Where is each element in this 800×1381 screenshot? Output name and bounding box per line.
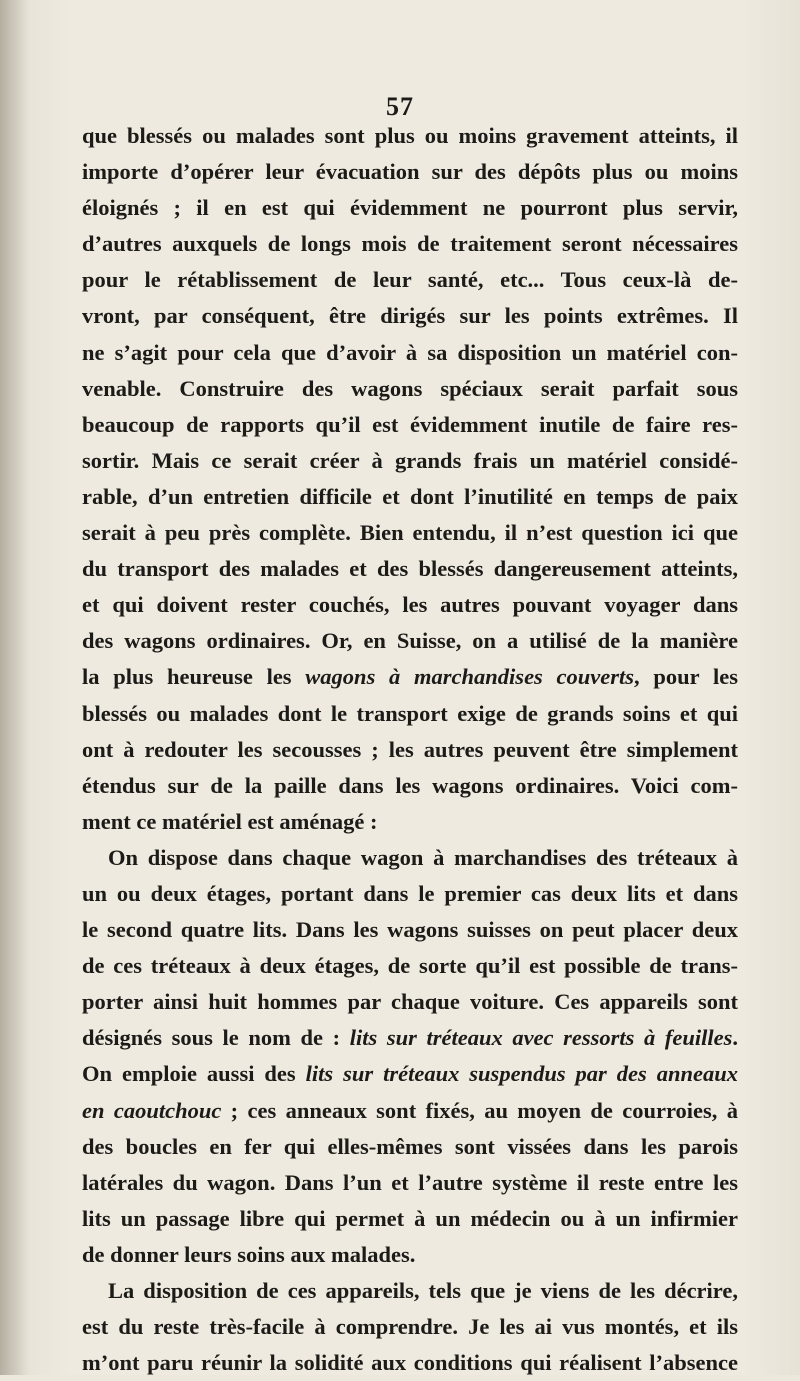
text-run: importe d’opérer leur évacuation sur des dépôts plus ou moins: [82, 159, 738, 185]
text-line: [82, 804, 738, 840]
text-line: [82, 226, 738, 262]
text-run: de ces tréteaux à deux étages, de sorte qu’il est possible de trans-: [82, 953, 738, 979]
text-line: [82, 623, 738, 659]
page-number: 57: [386, 92, 414, 121]
text-line: [82, 551, 738, 587]
text-line: [82, 1309, 738, 1345]
text-run: d’autres auxquels de longs mois de traitement seront nécessaires: [82, 231, 738, 257]
text-line: [82, 262, 738, 298]
text-run: porter ainsi huit hommes par chaque voiture. Ces appareils sont: [82, 989, 738, 1015]
text-line: [82, 840, 738, 876]
text-line: [82, 1165, 738, 1201]
text-line: [82, 407, 738, 443]
text-line: [82, 1020, 738, 1056]
text-line: [82, 1201, 738, 1237]
text-run: des boucles en fer qui elles-mêmes sont vissées dans les parois: [82, 1133, 738, 1159]
text-line: [82, 1056, 738, 1092]
text-run: éloignés ; il en est qui évidemment ne pourront plus servir,: [82, 195, 738, 221]
text-run: et qui doivent rester couchés, les autres pouvant voyager dans: [82, 592, 738, 618]
italic-phrase: wagons à marchandises couverts: [305, 664, 635, 690]
text-line: [82, 912, 738, 948]
text-line: [82, 876, 738, 912]
text-line: [82, 1237, 738, 1273]
text-line: [82, 371, 738, 407]
text-line: [82, 1273, 738, 1309]
text-line: [82, 479, 738, 515]
text-run: de donner leurs soins aux malades.: [82, 1241, 416, 1267]
text-run: ont à redouter les secousses ; les autres peuvent être simplement: [82, 736, 738, 762]
text-run: sortir. Mais ce serait créer à grands frais un matériel considé-: [82, 447, 738, 473]
text-line: [82, 118, 738, 154]
text-run: du transport des malades et des blessés dangereusement atteints,: [82, 556, 738, 582]
text-line: [82, 1345, 738, 1381]
text-line: [82, 659, 738, 695]
text-run: On emploie aussi des: [82, 1061, 306, 1087]
italic-phrase: lits sur tréteaux suspendus par des anneaux: [305, 1061, 738, 1087]
text-run: désignés sous le nom de :: [82, 1025, 350, 1051]
text-line: [82, 768, 738, 804]
text-line: [82, 948, 738, 984]
text-line: [82, 335, 738, 371]
text-run: m’ont paru réunir la solidité aux conditions qui réalisent l’absence: [82, 1350, 738, 1376]
text-line: [82, 732, 738, 768]
text-run: .: [732, 1025, 738, 1051]
text-line: [82, 984, 738, 1020]
text-run: ment ce matériel est aménagé :: [82, 808, 378, 834]
text-run: La disposition de ces appareils, tels que je viens de les décrire,: [108, 1278, 738, 1303]
text-run: pour le rétablissement de leur santé, etc... Tous ceux-là de-: [82, 267, 738, 293]
text-line: [82, 298, 738, 334]
text-run: ; ces anneaux sont fixés, au moyen de courroies, à: [221, 1097, 738, 1123]
text-run: blessés ou malades dont le transport exige de grands soins et qui: [82, 700, 738, 726]
text-line: [82, 443, 738, 479]
text-line: [82, 696, 738, 732]
text-run: vront, par conséquent, être dirigés sur les points extrêmes. Il: [82, 303, 738, 329]
text-line: [82, 190, 738, 226]
text-run: serait à peu près complète. Bien entendu, il n’est question ici que: [82, 520, 738, 546]
text-run: le second quatre lits. Dans les wagons suisses on peut placer deux: [82, 917, 738, 943]
text-run: rable, d’un entretien difficile et dont l’inutilité en temps de paix: [82, 483, 738, 509]
text-run: que blessés ou malades sont plus ou moins gravement atteints, il: [82, 123, 738, 148]
text-run: On dispose dans chaque wagon à marchandises des tréteaux à: [108, 844, 738, 870]
text-run: étendus sur de la paille dans les wagons ordinaires. Voici com-: [82, 772, 738, 798]
text-run: lits un passage libre qui permet à un médecin ou à un infirmier: [82, 1205, 738, 1231]
text-line: [82, 587, 738, 623]
italic-phrase: en caoutchouc: [82, 1097, 222, 1123]
text-run: est du reste très-facile à comprendre. Je les ai vus montés, et ils: [82, 1314, 738, 1340]
text-run: la plus heureuse les: [82, 664, 306, 690]
text-run: beaucoup de rapports qu’il est évidemment inutile de faire res-: [82, 411, 738, 437]
italic-phrase: lits sur tréteaux avec ressorts à feuilles: [349, 1025, 733, 1051]
text-run: ne s’agit pour cela que d’avoir à sa disposition un matériel con-: [82, 339, 738, 365]
text-line: [82, 1093, 738, 1129]
text-run: , pour les: [634, 664, 738, 690]
text-run: latérales du wagon. Dans l’un et l’autre système il reste entre les: [82, 1169, 738, 1195]
text-run: un ou deux étages, portant dans le premier cas deux lits et dans: [82, 880, 738, 906]
text-line: [82, 1129, 738, 1165]
text-run: venable. Construire des wagons spéciaux serait parfait sous: [82, 375, 738, 401]
binding-shadow: [0, 0, 30, 1375]
body-text: [82, 118, 738, 1381]
text-run: des wagons ordinaires. Or, en Suisse, on a utilisé de la manière: [82, 628, 738, 654]
text-line: [82, 154, 738, 190]
text-line: [82, 515, 738, 551]
